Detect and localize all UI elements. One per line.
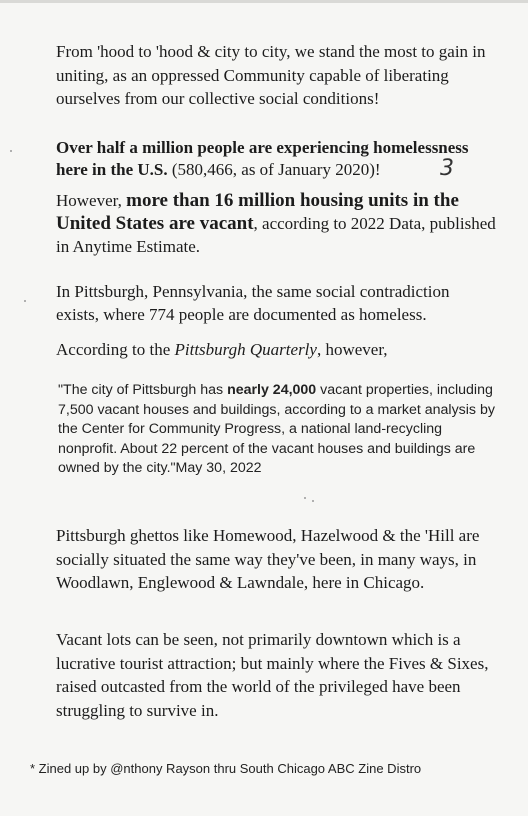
vacant-units-pre-text: However, [56,191,127,210]
paragraph-homelessness [56,137,496,181]
paragraph-ghettos [56,524,496,595]
quarterly-pre-text: According to the [56,340,175,359]
homelessness-bold-text: Over half a million people are experiencing homelessness here in the U.S. [56,138,469,179]
scan-speck [304,497,306,499]
vacant-units-bold-text: more than 16 million housing units in the United States are vacant [56,190,459,234]
paragraph-uniting [56,40,496,111]
homelessness-rest-text: (580,466, as of January 2020)! [167,160,381,179]
quarterly-title: Pittsburgh Quarterly [174,340,317,359]
paragraph-vacant-lots [56,628,496,722]
paragraph-uniting-text: From 'hood to 'hood & city to city, we stand the most to gain in uniting, as an oppressed Community capable of liberating ourselves from our collective social conditions! [56,42,486,108]
paragraph-pittsburgh [56,281,496,326]
scan-speck [312,500,314,502]
vacant-lots-text: Vacant lots can be seen, not primarily downtown which is a lucrative tourist attraction; but mainly where the Fives & Sixes, raised outcasted from the world of the privileged have been struggling to survive in. [56,630,489,720]
quote-bold-text: nearly 24,000 [227,382,317,398]
scan-edge-line [0,0,528,3]
quote-rest-text: vacant properties, including 7,500 vacant houses and buildings, according to a market analysis by the Center for Community Progress, a national land-recycling nonprofit. About 22 percent of the vacant houses and buildings are owned by the city."May 30, 2022 [58,382,495,477]
scan-speck [24,300,26,302]
quote-block [58,381,498,479]
quote-pre-text: "The city of Pittsburgh has [58,382,228,398]
quarterly-rest-text: , however, [316,340,388,359]
footer-credit: * Zined up by @nthony Rayson thru South Chicago ABC Zine Distro [30,761,422,776]
vacant-units-rest-text: , according to 2022 Data, published in Anytime Estimate. [56,214,496,256]
pittsburgh-text: In Pittsburgh, Pennsylvania, the same social contradiction exists, where 774 people are documented as homeless. [56,282,450,324]
scan-speck [10,150,12,152]
paragraph-vacant-units [56,189,496,258]
ghettos-text: Pittsburgh ghettos like Homewood, Hazelwood & the 'Hill are socially situated the same way they've been, in many ways, in Woodlawn, Englewood & Lawndale, here in Chicago. [56,526,480,592]
page-number: 3 [440,156,454,181]
paragraph-quarterly-intro [56,339,496,361]
